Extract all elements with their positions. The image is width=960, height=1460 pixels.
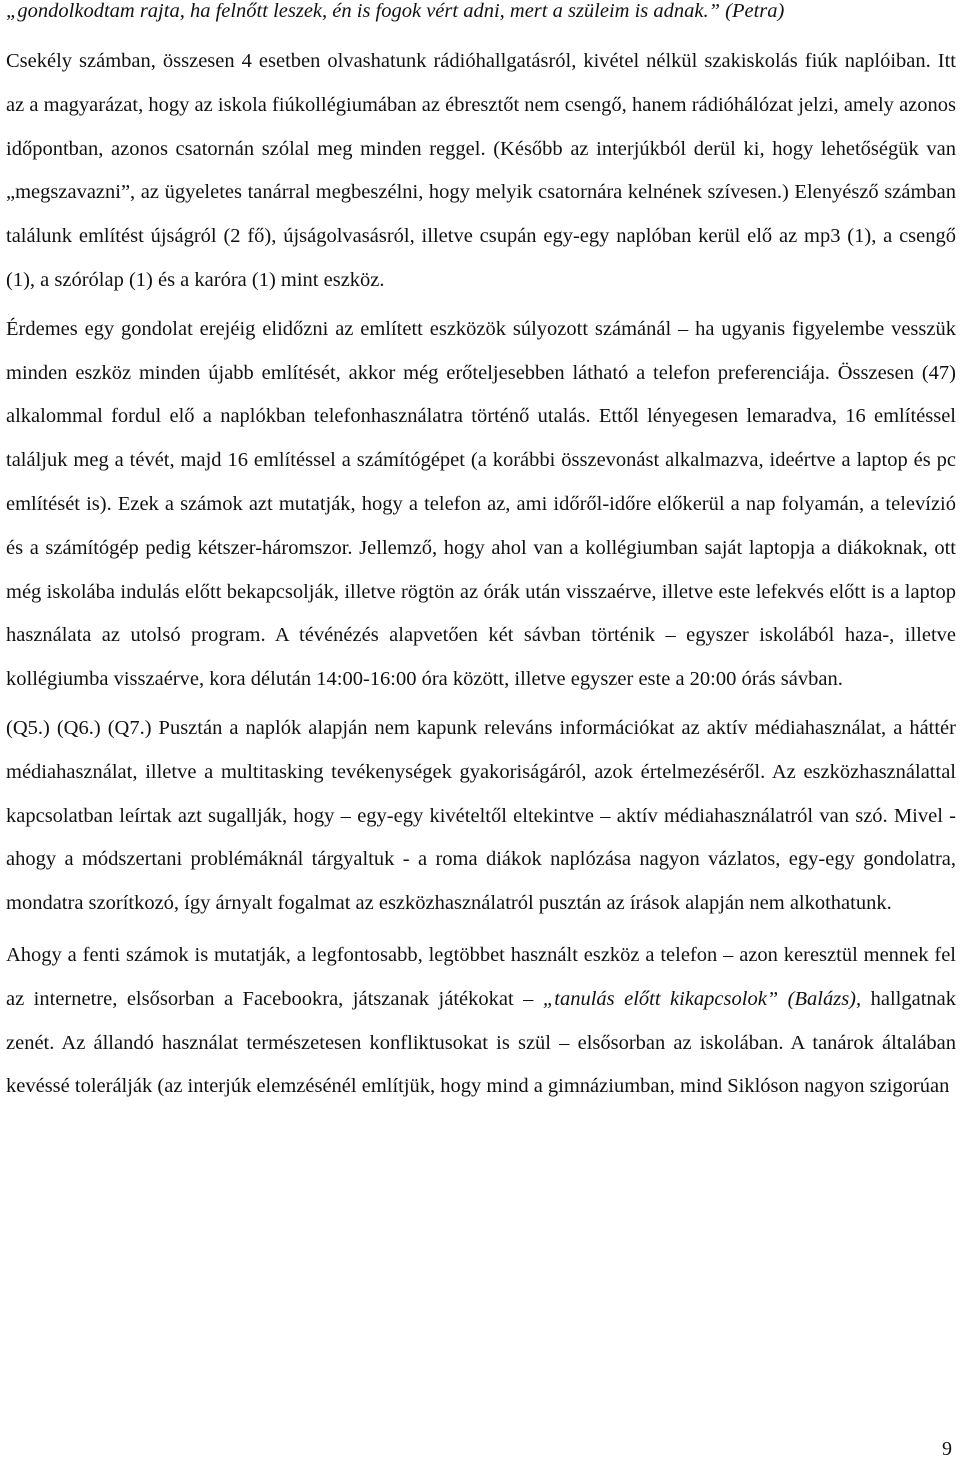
paragraph-telephone (6, 934, 956, 1109)
paragraph-telephone-start: Ahogy a fenti számok is mutatják, a legfontosabb, legtöbbet használt eszköz a telefon – azon keresztül mennek fel az internetre, elsősorban a Facebookra, játszanak játékokat – (6, 943, 956, 1010)
paragraph-telephone-end: , hallgatnak zenét. Az állandó használat természetesen konfliktusokat is szül – elsősorban az iskolában. A tanárok általában kevéssé tolerálják (az interjúk elemzésénél említjük, hogy mind a gimnáziumban, mind Siklóson nagyon szigorúan (6, 987, 957, 1098)
document-page (6, 0, 956, 1109)
inline-quote: „tanulás előtt kikapcsolok” (Balázs) (542, 987, 857, 1010)
paragraph-weighted-devices: Érdemes egy gondolat erejéig elidőzni az említett eszközök súlyozott számánál – ha ugyanis figyelembe vesszük minden eszköz minden újabb említését, akkor még erőteljesebben látható a telefon preferenciája. Összesen (47) alkalommal fordul elő a naplókban telefonhasználatra történő utalás. Ettől lényegesen lemaradva, 16 említéssel találjuk meg a tévét, majd 16 említéssel a számítógépet (a korábbi összevonást alkalmazva, ideértve a laptop és pc említését is). Ezek a számok azt mutatják, hogy a telefon az, ami időről-időre előkerül a nap folyamán, a televízió és a számítógép pedig kétszer-háromszor. Jellemző, hogy ahol van a kollégiumban saját laptopja a diákoknak, ott még iskolába indulás előtt bekapcsolják, illetve rögtön az órák után visszaérve, illetve este lefekvés előtt is a laptop használata az utolsó program. A tévénézés alapvetően két sávban történik – egyszer iskolából haza-, illetve kollégiumba visszaérve, kora délután 14:00-16:00 óra között, illetve egyszer este a 20:00 órás sávban. (6, 317, 956, 691)
quote-attribution: (Petra) (725, 0, 785, 22)
quote-text: „gondolkodtam rajta, ha felnőtt leszek, én is fogok vért adni, mert a szüleim is adnak.” (6, 0, 721, 22)
paragraph-active-media-use: (Q5.) (Q6.) (Q7.) Pusztán a naplók alapján nem kapunk releváns információkat az aktív médiahasználat, a háttér médiahasználat, illetve a multitasking tevékenységek gyakoriságáról, azok értelmezéséről. Az eszközhasználattal kapcsolatban leírtak azt sugallják, hogy – egy-egy kivételtől eltekintve – aktív médiahasználatról van szó. Mivel - ahogy a módszertani problémáknál tárgyaltuk - a roma diákok naplózása nagyon vázlatos, egy-egy gondolatra, mondatra szorítkozó, így árnyalt fogalmat az eszközhasználatról pusztán az írások alapján nem alkothatunk. (6, 716, 956, 915)
quote-line (6, 0, 956, 24)
paragraph-radio: Csekély számban, összesen 4 esetben olvashatunk rádióhallgatásról, kivétel nélkül szakiskolás fiúk naplóiban. Itt az a magyarázat, hogy az iskola fiúkollégiumában az ébresztőt nem csengő, hanem rádióhálózat jelzi, amely azonos időpontban, azonos csatornán szólal meg minden reggel. (Később az interjúkból derül ki, hogy lehetőségük van „megszavazni”, az ügyeletes tanárral megbeszélni, hogy melyik csatornára kelnének szívesen.) Elenyésző számban találunk említést újságról (2 fő), újságolvasásról, illetve csupán egy-egy naplóban kerül elő az mp3 (1), a csengő (1), a szórólap (1) és a karóra (1) mint eszköz. (6, 50, 956, 291)
page-number: 9 (942, 1438, 952, 1460)
